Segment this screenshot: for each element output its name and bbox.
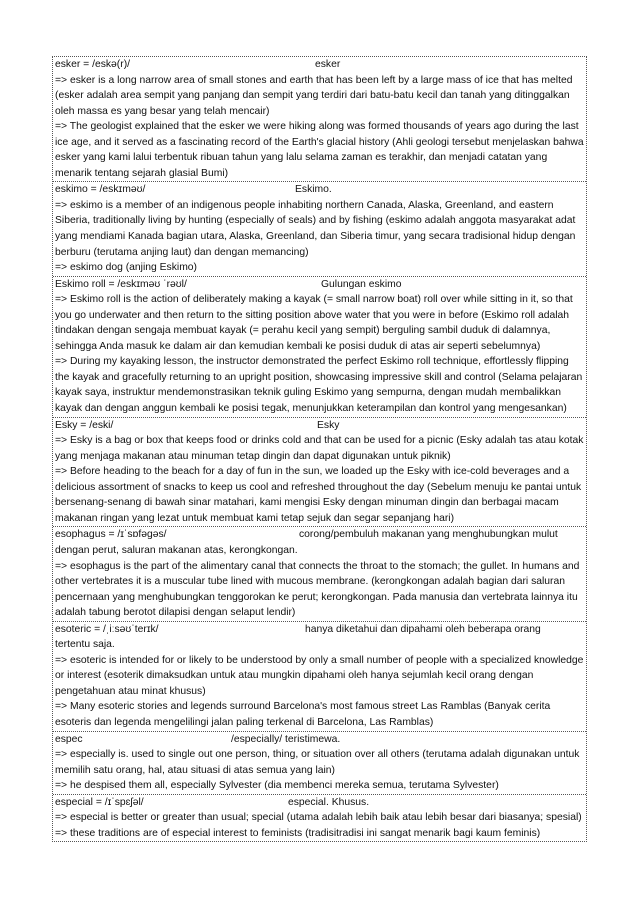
headword: esoteric = /ˌiːsəʊˈterɪk/ xyxy=(55,623,159,635)
example: => During my kayaking lesson, the instructor demonstrated the perfect Eskimo roll technique, effortlessly flipping the kayak and gracefully returning to an upright position, showcasing impressive skill and control (Selama pelajaran kayak saya, instruktur mendemonstrasikan teknik guling Eskimo yang sempurna, dengan mudah membalikkan kayak dan dengan anggun kembali ke posisi tegak, menunjukkan keterampilan dan kontrol yang mengesankan) xyxy=(55,356,583,415)
entry-esoteric xyxy=(53,621,586,731)
entry-esophagus xyxy=(53,526,586,620)
headword: esker = /eskə(r)/ xyxy=(55,59,131,70)
definition: => esophagus is the part of the alimentary canal that connects the throat to the stomach; the gullet. In humans and other vertebrates it is a muscular tube lined with mucous membrane. (kerongkongan adalah bagian dari saluran pencernaan yang menghubungkan tenggorokan ke perut; kerongkongan. Pada manusia dan vertebrata lainnya itu adalah tabung berotot dilapisi dengan selaput lendir) xyxy=(55,560,580,619)
example: => Before heading to the beach for a day of fun in the sun, we loaded up the Esky with ice-cold beverages and a delicious assortment of snacks to keep us cool and refreshed throughout the day (Sebelum menuju ke pantai untuk bersenang-senang di bawah sinar matahari, kami mengisi Esky dengan minuman dingin dan berbagai macam makanan ringan yang lezat untuk membuat kami tetap sejuk dan segar sepanjang hari) xyxy=(55,466,582,524)
example: => these traditions are of especial interest to feminists (tradisitradisi ini sangat menarik bagi kaum feminis) xyxy=(55,827,541,839)
definition: => esoteric is intended for or likely to be understood by only a small number of people with a specialized knowledge or interest (esoterik dimaksudkan untuk atau mungkin dipahami oleh hanya sejumlah kecil orang dengan pengetahuan atau minat khusus) xyxy=(55,654,584,697)
entry-espec xyxy=(53,731,586,794)
example: => The geologist explained that the esker we were hiking along was formed thousands of years ago during the last ice age, and it served as a fascinating record of the Earth's glacial history (Ahli geologi tersebut menjelaskan bahwa esker yang kami lalui terbentuk ribuan tahun yang lalu selama zaman es terakhir, dan menjadi catatan yang menarik tentang sejarah glasial Bumi) xyxy=(55,121,584,179)
headword: Esky = /eski/ xyxy=(55,419,114,431)
entry-header xyxy=(55,182,584,198)
headword: eskimo = /eskɪməʊ/ xyxy=(55,184,146,196)
entry-header xyxy=(55,732,584,748)
translation: /especially/ teristimewa. xyxy=(231,733,341,745)
entry-header xyxy=(55,57,584,73)
entry-especial xyxy=(53,794,586,842)
entry-header xyxy=(55,795,584,811)
translation: corong/pembuluh makanan yang menghubungkan mulut xyxy=(299,529,558,541)
entry-eskimo-roll xyxy=(53,276,586,417)
definition: => Eskimo roll is the action of deliberately making a kayak (= small narrow boat) roll over while sitting in it, so that you go underwater and then return to the sitting position above water that you were in before (Eskimo roll adalah tindakan dengan sengaja membuat kayak (= perahu kecil yang sempit) berguling sambil duduk di dalamnya, sehingga Anda masuk ke dalam air dan kemudian kembali ke posisi duduk di atas air seperti sebelumnya) xyxy=(55,294,573,352)
definition: => Esky is a bag or box that keeps food or drinks cold and that can be used for a picnic (Esky adalah tas atau kotak yang menjaga makanan atau minuman tetap dingin dan dapat digunakan untuk piknik) xyxy=(55,435,584,462)
entry-eskimo xyxy=(53,181,586,275)
example: => Many esoteric stories and legends surround Barcelona's most famous street Las Ramblas (Banyak cerita esoteris dan legenda mengelilingi jalan paling terkenal di Barcelona, Las Ramblas) xyxy=(55,701,551,728)
translation: esker xyxy=(315,59,341,70)
headword: especial = /ɪˈspɛʃəl/ xyxy=(55,796,144,808)
example: => he despised them all, especially Sylvester (dia membenci mereka semua, terutama Sylvester) xyxy=(55,780,499,792)
definition: => especial is better or greater than usual; special (utama adalah lebih baik atau lebih besar dari biasanya; spesial) xyxy=(55,812,582,824)
entry-header xyxy=(55,622,584,638)
entry-esker xyxy=(53,57,586,181)
headword: espec xyxy=(55,733,83,745)
entry-esky xyxy=(53,417,586,527)
translation-continued: tertentu saja. xyxy=(55,639,115,651)
translation-continued: dengan perut, saluran makanan atas, kerongkongan. xyxy=(55,544,298,556)
translation: Esky xyxy=(317,419,340,431)
definition: => especially is. used to single out one person, thing, or situation over all others (terutama adalah digunakan untuk memilih satu orang, hal, atau situasi di atas semua yang lain) xyxy=(55,749,580,776)
example: => eskimo dog (anjing Eskimo) xyxy=(55,262,198,274)
dictionary-table xyxy=(52,56,587,842)
definition: => eskimo is a member of an indigenous people inhabiting northern Canada, Alaska, Greenland, and eastern Siberia, traditionally living by hunting (especially of seals) and by fishing (eskimo adalah anggota masyarakat adat yang mendiami Kanada bagian utara, Alaska, Greenland, dan Siberia timur, yang secara tradisional hidup dengan berburu (terutama anjing laut) dan dengan memancing) xyxy=(55,199,576,258)
definition: => esker is a long narrow area of small stones and earth that has been left by a large mass of ice that has melted (esker adalah area sempit yang panjang dan sempit yang terdiri dari batu-batu kecil dan tanah yang ditinggalkan oleh massa es yang besar yang telah mencair) xyxy=(55,74,573,117)
translation: Gulungan eskimo xyxy=(321,278,402,290)
entry-header xyxy=(55,418,584,434)
translation: Eskimo. xyxy=(295,184,332,196)
translation: hanya diketahui dan dipahami oleh beberapa orang xyxy=(305,623,541,635)
entry-header xyxy=(55,277,584,293)
headword: Eskimo roll = /eskɪməʊ ˈrəʊl/ xyxy=(55,278,187,290)
entry-header xyxy=(55,527,584,543)
translation: especial. Khusus. xyxy=(288,796,370,808)
headword: esophagus = /ɪˈsɒfəgəs/ xyxy=(55,529,167,541)
